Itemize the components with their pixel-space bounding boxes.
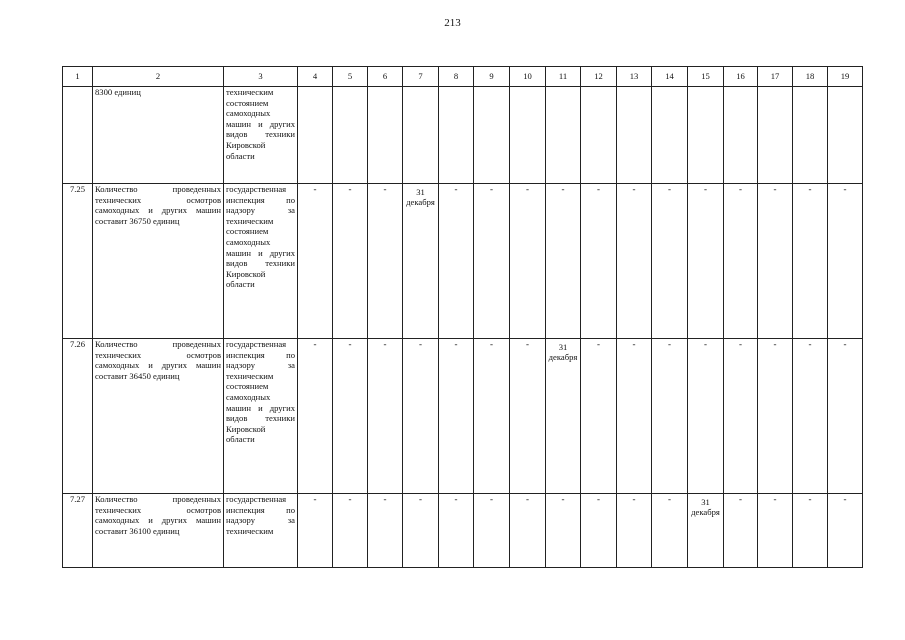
header-col-5: 5: [333, 67, 368, 87]
row-cell-col-14: [652, 339, 688, 494]
row-cell-col-16: [724, 184, 758, 339]
cell-value: -: [526, 494, 529, 504]
table-row: [63, 494, 863, 568]
row-cell-col-5: [333, 494, 368, 568]
cell-value: -: [348, 494, 352, 504]
header-col-8: 8: [439, 67, 474, 87]
cell-value: -: [843, 339, 847, 349]
header-col-16: 16: [724, 67, 758, 87]
row-cell-col-11: [546, 184, 581, 339]
row-cell-col-8: [439, 184, 474, 339]
header-col-17: 17: [758, 67, 793, 87]
row-cell-col-17: [758, 87, 793, 184]
header-col-7: 7: [403, 67, 439, 87]
row-responsible-organization: государственная инспекция по надзору за техническим состоянием самоходных машин и других видов техники Кировской области: [224, 184, 298, 339]
row-cell-col-10: [510, 184, 546, 339]
row-cell-col-8: [439, 339, 474, 494]
row-cell-col-5: [333, 87, 368, 184]
row-cell-col-4: [298, 339, 333, 494]
cell-value: -: [348, 184, 352, 194]
table-row: [63, 87, 863, 184]
cell-value: -: [597, 339, 600, 349]
cell-value: -: [843, 494, 847, 504]
row-cell-col-6: [368, 339, 403, 494]
row-cell-col-9: [474, 339, 510, 494]
cell-value: -: [597, 184, 600, 194]
row-cell-col-17: [758, 494, 793, 568]
plan-table: [62, 66, 863, 568]
row-cell-col-6: [368, 494, 403, 568]
row-cell-col-15: [688, 494, 724, 568]
cell-value: -: [454, 494, 458, 504]
row-description: Количество проведенных технических осмотров самоходных и других машин составит 36750 единиц: [93, 184, 224, 339]
row-cell-col-17: [758, 339, 793, 494]
row-cell-col-4: [298, 87, 333, 184]
header-col-19: 19: [828, 67, 863, 87]
header-col-11: 11: [546, 67, 581, 87]
row-cell-col-6: [368, 184, 403, 339]
row-cell-col-10: [510, 87, 546, 184]
cell-value: -: [313, 494, 317, 504]
cell-value: -: [739, 339, 742, 349]
row-number: [63, 87, 93, 184]
row-cell-col-17: [758, 184, 793, 339]
cell-value: -: [313, 339, 317, 349]
cell-value: -: [808, 339, 812, 349]
header-col-6: 6: [368, 67, 403, 87]
row-cell-col-14: [652, 494, 688, 568]
page-number: 213: [444, 17, 461, 29]
cell-value: -: [668, 184, 671, 194]
header-row: [63, 67, 863, 87]
cell-value: -: [313, 184, 317, 194]
row-cell-col-15: [688, 339, 724, 494]
row-cell-col-9: [474, 87, 510, 184]
row-cell-col-16: [724, 494, 758, 568]
row-cell-col-7: [403, 87, 439, 184]
cell-value: -: [704, 184, 707, 194]
cell-value: -: [454, 184, 458, 194]
header-col-3: 3: [224, 67, 298, 87]
row-cell-col-13: [617, 494, 652, 568]
row-cell-col-13: [617, 339, 652, 494]
row-number: 7.25: [63, 184, 93, 339]
header-col-4: 4: [298, 67, 333, 87]
cell-value: -: [843, 184, 847, 194]
header-col-13: 13: [617, 67, 652, 87]
row-cell-col-13: [617, 87, 652, 184]
cell-value: -: [526, 184, 529, 194]
cell-value: -: [419, 339, 422, 349]
header-col-2: 2: [93, 67, 224, 87]
row-cell-col-19: [828, 184, 863, 339]
row-cell-col-12: [581, 339, 617, 494]
header-col-1: 1: [63, 67, 93, 87]
row-number: 7.26: [63, 339, 93, 494]
row-cell-col-7: [403, 184, 439, 339]
cell-value: -: [808, 184, 812, 194]
cell-value: -: [632, 494, 636, 504]
row-description: Количество проведенных технических осмотров самоходных и других машин составит 36450 единиц: [93, 339, 224, 494]
row-cell-col-9: [474, 184, 510, 339]
row-cell-col-12: [581, 494, 617, 568]
row-cell-col-7: [403, 494, 439, 568]
row-cell-col-7: [403, 339, 439, 494]
cell-value: -: [808, 494, 812, 504]
row-description: Количество проведенных технических осмотров самоходных и других машин составит 36100 единиц: [93, 494, 224, 568]
row-cell-col-8: [439, 494, 474, 568]
row-cell-col-15: [688, 184, 724, 339]
row-cell-col-15: [688, 87, 724, 184]
deadline-date: 31 декабря: [406, 187, 435, 207]
cell-value: -: [668, 494, 671, 504]
row-cell-col-18: [793, 87, 828, 184]
row-cell-col-5: [333, 184, 368, 339]
cell-value: -: [454, 339, 458, 349]
row-cell-col-19: [828, 494, 863, 568]
row-cell-col-8: [439, 87, 474, 184]
row-cell-col-12: [581, 87, 617, 184]
cell-value: -: [383, 184, 387, 194]
deadline-date: 31 декабря: [691, 497, 720, 517]
cell-value: -: [739, 494, 742, 504]
row-cell-col-19: [828, 339, 863, 494]
cell-value: -: [490, 494, 493, 504]
deadline-date: 31 декабря: [548, 342, 578, 362]
header-col-15: 15: [688, 67, 724, 87]
cell-value: -: [773, 184, 777, 194]
cell-value: -: [348, 339, 352, 349]
row-cell-col-16: [724, 339, 758, 494]
row-responsible-organization: государственная инспекция по надзору за техническим состоянием самоходных машин и других видов техники Кировской области: [224, 339, 298, 494]
row-responsible-organization: государственная инспекция по надзору за техническим: [224, 494, 298, 568]
cell-value: -: [561, 494, 565, 504]
row-cell-col-12: [581, 184, 617, 339]
row-cell-col-14: [652, 87, 688, 184]
header-col-18: 18: [793, 67, 828, 87]
row-description: 8300 единиц: [93, 87, 224, 184]
table-row: [63, 339, 863, 494]
header-col-9: 9: [474, 67, 510, 87]
row-cell-col-14: [652, 184, 688, 339]
cell-value: -: [668, 339, 671, 349]
row-cell-col-5: [333, 339, 368, 494]
cell-value: -: [632, 184, 636, 194]
cell-value: -: [773, 339, 777, 349]
row-cell-col-4: [298, 184, 333, 339]
cell-value: -: [704, 339, 707, 349]
cell-value: -: [739, 184, 742, 194]
row-cell-col-18: [793, 339, 828, 494]
cell-value: -: [490, 184, 493, 194]
cell-value: -: [561, 184, 565, 194]
cell-value: -: [773, 494, 777, 504]
cell-value: -: [383, 339, 387, 349]
header-col-10: 10: [510, 67, 546, 87]
row-cell-col-19: [828, 87, 863, 184]
cell-value: -: [383, 494, 387, 504]
row-cell-col-11: [546, 494, 581, 568]
cell-value: -: [597, 494, 600, 504]
row-cell-col-6: [368, 87, 403, 184]
row-number: 7.27: [63, 494, 93, 568]
row-cell-col-9: [474, 494, 510, 568]
cell-value: -: [419, 494, 422, 504]
header-col-12: 12: [581, 67, 617, 87]
row-cell-col-18: [793, 494, 828, 568]
row-responsible-organization: техническим состоянием самоходных машин и других видов техники Кировской области: [224, 87, 298, 184]
row-cell-col-10: [510, 339, 546, 494]
row-cell-col-13: [617, 184, 652, 339]
cell-value: -: [632, 339, 636, 349]
cell-value: -: [526, 339, 529, 349]
row-cell-col-10: [510, 494, 546, 568]
row-cell-col-18: [793, 184, 828, 339]
cell-value: -: [490, 339, 493, 349]
row-cell-col-16: [724, 87, 758, 184]
row-cell-col-11: [546, 87, 581, 184]
header-col-14: 14: [652, 67, 688, 87]
row-cell-col-11: [546, 339, 581, 494]
table-row: [63, 184, 863, 339]
row-cell-col-4: [298, 494, 333, 568]
